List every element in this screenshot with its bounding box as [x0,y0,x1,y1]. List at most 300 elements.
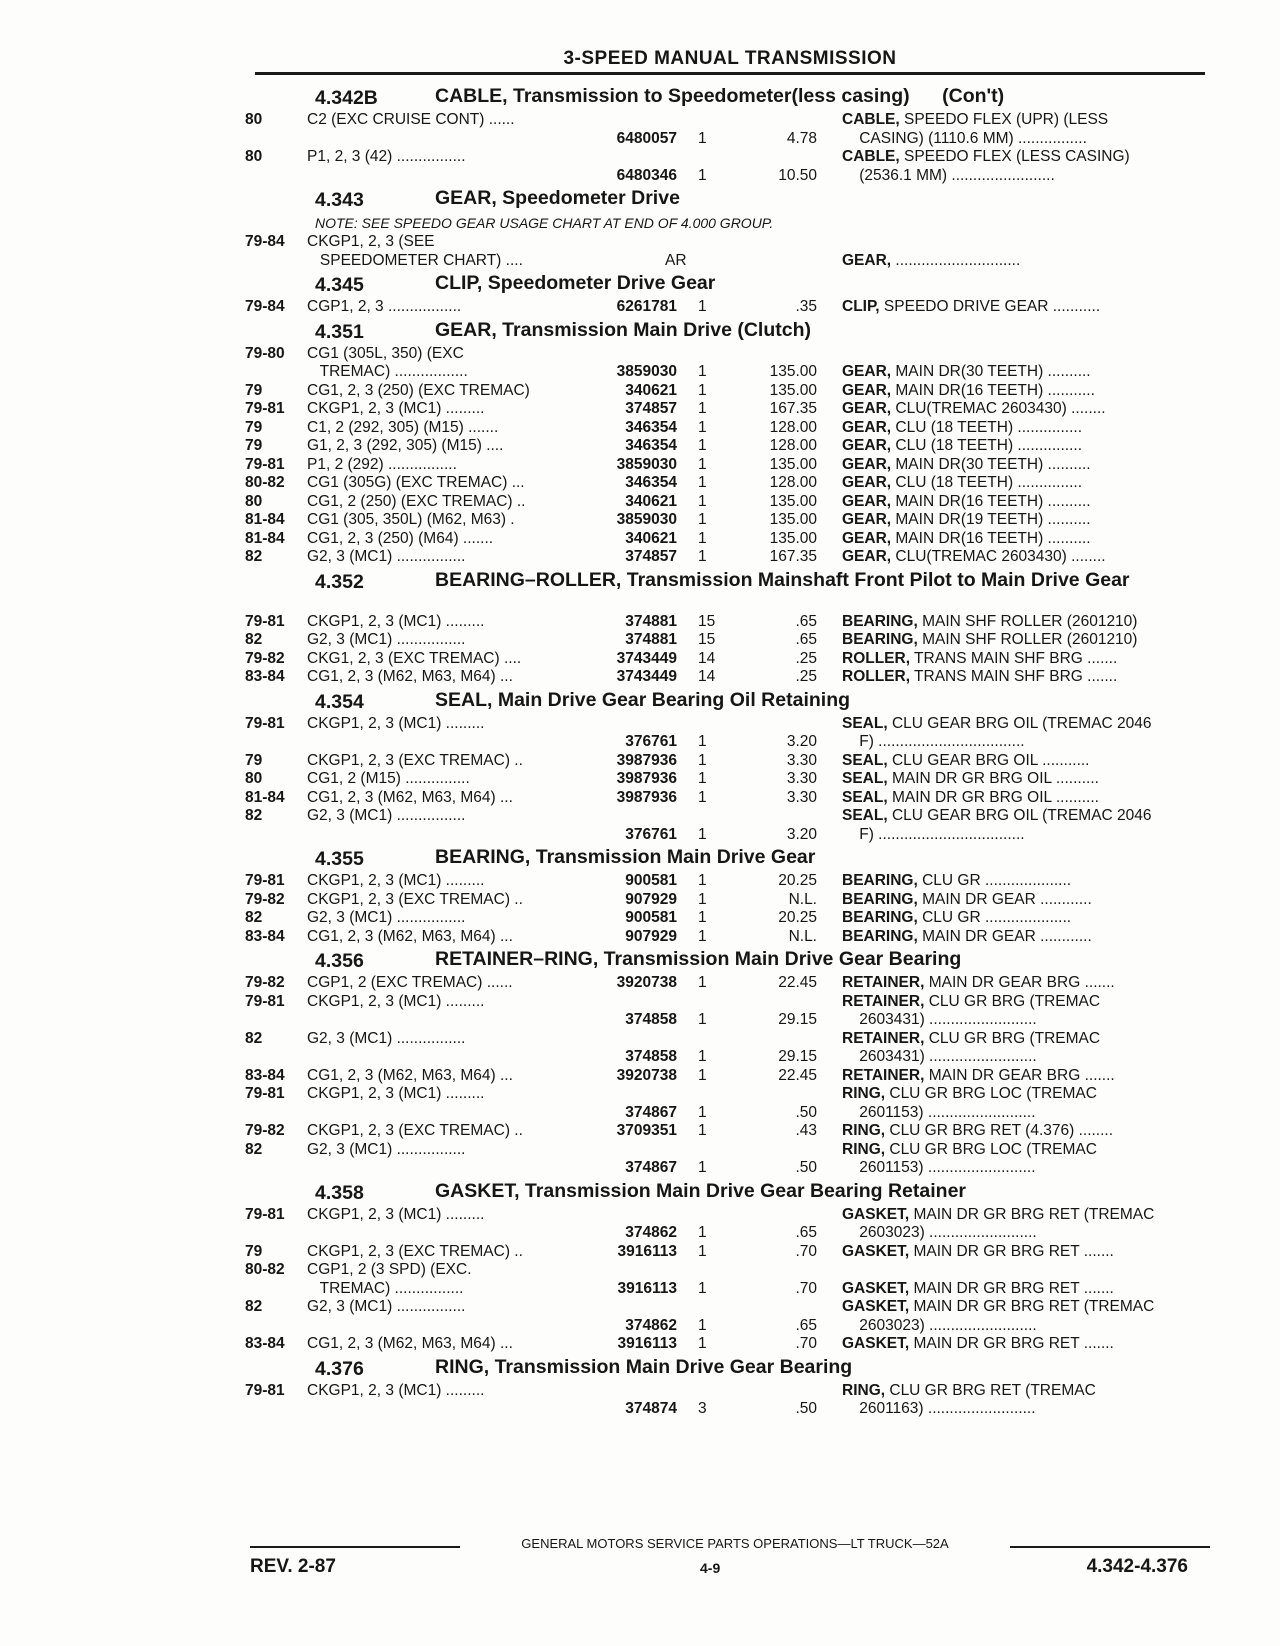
price: .70 [795,1242,817,1260]
model-years: 79-81 [245,714,285,732]
model-years: 83-84 [245,927,285,945]
model-years: 82 [245,1140,263,1158]
usage-codes [307,382,562,401]
part-row [245,493,1215,512]
usage-line: CKGP1, 2, 3 (MC1) ......... [307,1085,485,1102]
price: 3.30 [786,788,817,806]
section-title: BEARING, Transmission Main Drive Gear [435,846,816,868]
part-number: 907929 [625,890,677,908]
model-years: 81-84 [245,529,285,547]
description-line [842,1206,1220,1225]
description-keyword: RETAINER, [842,1066,925,1084]
model-years: 80-82 [245,1261,285,1278]
usage-codes [307,789,562,808]
usage-line: C1, 2 (292, 305) (M15) ....... [307,418,499,436]
description-line [842,1159,1220,1178]
description-text: 2601153) ......................... [842,1103,1036,1121]
usage-line: CG1 (305G) (EXC TREMAC) ... [307,474,525,491]
usage-codes [307,909,562,928]
part-number: 374867 [625,1159,677,1176]
part-description [842,1382,1220,1419]
price: .25 [795,649,817,667]
description-line [842,1085,1220,1104]
part-row [245,1335,1215,1354]
part-number: 374881 [625,612,677,630]
part-description [842,1335,1220,1354]
description-text: CLU GR BRG (TREMAC [924,992,1101,1010]
description-line [842,668,1220,687]
price: .65 [795,612,817,630]
description-line [842,111,1220,130]
part-number: 374862 [625,1224,677,1241]
footer-rule-left [250,1546,460,1548]
quantity: 1 [698,825,707,843]
quantity: 1 [698,492,707,510]
model-years: 79-81 [245,1381,285,1399]
usage-codes [307,928,562,947]
section-number: 4.352 [315,570,364,593]
description-line [842,1030,1220,1049]
part-row [245,1085,1215,1122]
description-line [842,1104,1220,1123]
part-row [245,891,1215,910]
description-line [842,650,1220,669]
part-number: 3987936 [616,770,677,787]
footer-rule-right [1010,1546,1210,1548]
description-text: 2603431) ......................... [842,1048,1037,1065]
price: .50 [795,1103,817,1121]
section-note: NOTE: SEE SPEEDO GEAR USAGE CHART AT END OF 4.000 GROUP. [315,215,774,231]
usage-codes [307,974,562,993]
description-keyword: GASKET, [842,1242,910,1260]
description-keyword: SEAL, [842,807,888,824]
part-number: 907929 [625,927,677,945]
description-text: CLU(TREMAC 2603430) ........ [891,548,1106,565]
part-row [245,1382,1215,1419]
description-keyword: BEARING, [842,927,918,945]
quantity: 1 [698,1011,707,1028]
usage-codes [307,437,562,456]
usage-line: CG1 (305L, 350) (EXC [307,344,464,362]
description-text: CLU GR .................... [917,909,1072,926]
model-years: 82 [245,1029,263,1047]
description-keyword: RETAINER, [842,992,925,1010]
part-number: 346354 [625,418,677,436]
part-number: 340621 [625,381,677,399]
part-number: 6480346 [616,166,677,184]
usage-codes [307,233,562,270]
usage-line: CKGP1, 2, 3 (MC1) ......... [307,872,485,889]
description-keyword: BEARING, [842,890,918,908]
section-heading [245,185,1215,213]
description-line [842,1048,1220,1067]
part-description [842,613,1220,632]
usage-line: SPEEDOMETER CHART) .... [307,251,523,269]
part-number: 374858 [625,1048,677,1065]
part-number: 3859030 [616,511,677,528]
price: 29.15 [778,1048,817,1065]
model-years: 82 [245,1298,263,1315]
part-number: 340621 [625,492,677,510]
description-text: SPEEDO FLEX (LESS CASING) [899,148,1130,165]
description-keyword: BEARING, [842,872,918,889]
description-line [842,807,1220,826]
section-number: 4.351 [315,320,364,343]
usage-codes [307,613,562,632]
usage-codes [307,456,562,475]
section-heading [245,317,1215,345]
description-text: CLU GR BRG (TREMAC [924,1029,1101,1047]
model-years: 79-81 [245,1085,285,1102]
quantity: 1 [698,890,707,908]
quantity: 1 [698,437,707,454]
usage-line: CG1, 2, 3 (M62, M63, M64) ... [307,1066,513,1084]
part-description [842,752,1220,771]
part-description [842,548,1220,567]
quantity: 1 [698,770,707,787]
description-text: 2601153) ......................... [842,1159,1036,1176]
footer-section-range: 4.342-4.376 [1086,1556,1188,1577]
quantity: 3 [698,1400,707,1417]
part-description [842,789,1220,808]
section-heading [245,1354,1215,1382]
usage-codes [307,1122,562,1141]
description-keyword: GEAR, [842,548,892,565]
usage-line: CKGP1, 2, 3 (EXC TREMAC) .. [307,1242,523,1260]
part-row [245,909,1215,928]
usage-line: CG1, 2, 3 (M62, M63, M64) ... [307,788,513,806]
usage-line: CKGP1, 2, 3 (EXC TREMAC) .. [307,1122,523,1139]
description-line [842,363,1220,382]
part-description [842,298,1220,317]
part-row [245,419,1215,438]
part-number: 374867 [625,1103,677,1121]
description-keyword: BEARING, [842,909,918,926]
description-text: MAIN DR GR BRG RET (TREMAC [909,1298,1155,1315]
part-row [245,974,1215,993]
usage-line: CG1, 2 (M15) ............... [307,770,470,787]
quantity: 1 [698,751,707,769]
quantity: 1 [698,511,707,528]
price: 20.25 [778,872,817,889]
part-description [842,1298,1220,1335]
usage-line: CGP1, 2 (3 SPD) (EXC. [307,1261,472,1278]
part-description [842,1243,1220,1262]
usage-codes [307,1243,562,1262]
usage-line: CGP1, 2, 3 ................. [307,298,462,315]
price: 22.45 [778,1066,817,1084]
price: .50 [795,1400,817,1417]
description-keyword: SEAL, [842,714,888,732]
quantity: 1 [698,1159,707,1176]
price: .65 [795,631,817,648]
price: 135.00 [769,455,817,473]
part-number: 374857 [625,400,677,417]
usage-codes [307,872,562,891]
part-number: 900581 [625,872,677,889]
usage-line: CKGP1, 2, 3 (MC1) ......... [307,612,485,630]
part-row [245,111,1215,148]
part-row [245,511,1215,530]
part-number: 376761 [625,733,677,750]
price: 128.00 [769,437,817,454]
description-line [842,1261,1220,1280]
model-years: 79 [245,437,263,454]
part-number: 6480057 [616,129,677,147]
description-text: CLU GR .................... [917,872,1072,889]
usage-line: G2, 3 (MC1) ................ [307,1140,466,1158]
quantity: AR [665,251,687,269]
quantity: 14 [698,649,716,667]
part-number: 3920738 [616,1066,677,1084]
section-heading [245,83,1215,111]
description-keyword: GEAR, [842,529,892,547]
description-keyword: GASKET, [842,1298,910,1315]
part-number: 6261781 [616,298,677,315]
part-description [842,437,1220,456]
model-years: 79 [245,418,263,436]
price: .65 [795,1224,817,1241]
part-row [245,382,1215,401]
usage-codes [307,511,562,530]
description-keyword: GEAR, [842,418,892,436]
part-description [842,974,1220,993]
description-line [842,456,1220,475]
quantity: 1 [698,418,707,436]
description-line [842,530,1220,549]
description-text: 2603023) ......................... [842,1224,1037,1241]
description-text: MAIN DR GR BRG OIL .......... [887,788,1099,806]
usage-codes [307,1141,562,1160]
description-line [842,789,1220,808]
usage-line: G2, 3 (MC1) ................ [307,1298,466,1315]
section-title: GEAR, Speedometer Drive [435,187,680,209]
usage-codes [307,493,562,512]
quantity: 1 [698,381,707,399]
usage-line: CG1, 2, 3 (M62, M63, M64) ... [307,668,513,685]
model-years: 80 [245,111,263,128]
page-title: 3-SPEED MANUAL TRANSMISSION [563,48,897,69]
price: 3.20 [786,825,817,843]
price: 10.50 [778,166,817,184]
description-line [842,733,1220,752]
quantity: 15 [698,631,716,648]
description-line [842,437,1220,456]
model-years: 80-82 [245,474,285,491]
usage-codes [307,1382,562,1401]
part-number: 3987936 [616,788,677,806]
part-description [842,111,1220,148]
part-description [842,770,1220,789]
model-years: 83-84 [245,668,285,685]
model-years: 82 [245,631,263,648]
description-line [842,631,1220,650]
part-description [842,1067,1220,1086]
description-keyword: SEAL, [842,788,888,806]
part-row [245,548,1215,567]
description-line [842,1335,1220,1354]
description-keyword: ROLLER, [842,649,911,667]
price: 3.30 [786,751,817,769]
usage-line: P1, 2, 3 (42) ................ [307,148,466,165]
quantity: 1 [698,1048,707,1065]
description-text: MAIN DR GR BRG RET ....... [909,1242,1114,1260]
description-line [842,298,1220,317]
section-title: RING, Transmission Main Drive Gear Bearing [435,1355,853,1378]
description-keyword: GEAR, [842,474,892,491]
description-keyword: RING, [842,1381,886,1399]
part-number: 3987936 [616,751,677,769]
description-keyword: RETAINER, [842,974,925,991]
description-line [842,252,1220,271]
price: 3.30 [786,770,817,787]
description-line [842,1141,1220,1160]
part-row [245,1261,1215,1298]
footer-revision: REV. 2-87 [250,1556,336,1577]
part-description [842,530,1220,549]
description-text: TRANS MAIN SHF BRG ....... [910,668,1118,685]
usage-codes [307,715,562,734]
section-title: GASKET, Transmission Main Drive Gear Bearing Retainer [435,1179,967,1202]
description-text: CLU (18 TEETH) ............... [891,437,1083,454]
price: 4.78 [786,129,817,147]
description-keyword: BEARING, [842,631,918,648]
description-text: CLU GR BRG LOC (TREMAC [885,1085,1097,1102]
model-years: 83-84 [245,1335,285,1352]
description-line [842,770,1220,789]
usage-codes [307,891,562,910]
description-text: MAIN DR(16 TEETH) .......... [891,492,1091,510]
part-description [842,650,1220,669]
part-description [842,474,1220,493]
section-heading [245,567,1215,613]
part-description [842,1122,1220,1141]
usage-line: P1, 2 (292) ................ [307,455,457,473]
quantity: 1 [698,129,707,147]
model-years: 79-81 [245,612,285,630]
usage-line: TREMAC) ................ [307,1279,464,1297]
part-number: 374874 [625,1400,677,1417]
description-line [842,909,1220,928]
description-line [842,1280,1220,1299]
description-keyword: GASKET, [842,1205,910,1223]
section-number: 4.354 [315,690,364,713]
usage-line: CG1 (305, 350L) (M62, M63) . [307,511,515,528]
part-number: 3859030 [616,363,677,380]
description-keyword: CABLE, [842,148,900,165]
model-years: 82 [245,807,263,824]
part-row [245,1206,1215,1243]
description-line [842,1400,1220,1419]
part-description [842,382,1220,401]
usage-codes [307,1261,562,1298]
part-description [842,1261,1220,1298]
description-line [842,400,1220,419]
description-text: MAIN DR GEAR BRG ....... [924,974,1115,991]
part-description [842,1085,1220,1122]
usage-codes [307,419,562,438]
description-text: MAIN DR GR BRG RET (TREMAC [909,1205,1155,1223]
description-text: F) .................................. [842,825,1025,843]
quantity: 1 [698,1279,707,1297]
part-description [842,456,1220,475]
quantity: 1 [698,733,707,750]
usage-codes [307,1067,562,1086]
description-line [842,1011,1220,1030]
model-years: 79-82 [245,1122,285,1139]
part-row [245,928,1215,947]
part-row [245,668,1215,687]
usage-line: CG1, 2 (250) (EXC TREMAC) .. [307,492,526,510]
description-text: (2536.1 MM) ........................ [842,166,1055,184]
description-text: MAIN DR GR BRG OIL .......... [887,770,1099,787]
usage-codes [307,1206,562,1225]
footer-page-number: 4-9 [700,1560,721,1576]
part-row [245,770,1215,789]
description-line [842,928,1220,947]
description-line [842,872,1220,891]
description-text: CLU GEAR BRG OIL ........... [887,751,1090,769]
model-years: 79-84 [245,298,285,315]
quantity: 15 [698,612,716,630]
quantity: 1 [698,872,707,889]
usage-codes [307,148,562,167]
part-row [245,1243,1215,1262]
model-years: 79 [245,1242,263,1260]
usage-line: CKGP1, 2, 3 (MC1) ......... [307,714,485,732]
description-text: TRANS MAIN SHF BRG ....... [910,649,1118,667]
section-number: 4.345 [315,274,364,296]
part-number: 346354 [625,474,677,491]
part-number: 3916113 [617,1242,677,1260]
part-row [245,1030,1215,1067]
part-row [245,400,1215,419]
usage-line: CG1, 2, 3 (M62, M63, M64) ... [307,1335,513,1352]
description-text: CLU GR BRG RET (4.376) ........ [885,1122,1114,1139]
description-line [842,891,1220,910]
part-description [842,511,1220,530]
section-number: 4.355 [315,848,364,870]
quantity: 1 [698,788,707,806]
model-years: 79-84 [245,233,285,250]
quantity: 1 [698,298,707,315]
description-keyword: GEAR, [842,455,892,473]
description-text: MAIN DR(19 TEETH) .......... [891,511,1091,528]
part-description [842,891,1220,910]
price: 167.35 [769,548,817,565]
description-text: MAIN DR(30 TEETH) .......... [891,455,1091,473]
footer-publisher: GENERAL MOTORS SERVICE PARTS OPERATIONS—LT TRUCK—52A [521,1536,949,1551]
model-years: 83-84 [245,1066,285,1084]
description-line [842,1067,1220,1086]
section-heading [245,687,1215,715]
model-years: 79-82 [245,974,285,991]
description-text: 2603023) ......................... [842,1316,1037,1334]
description-text: 2601163) ......................... [842,1400,1036,1417]
usage-line: TREMAC) ................. [307,363,468,380]
description-keyword: CLIP, [842,298,880,315]
price: .35 [795,298,817,315]
quantity: 1 [698,974,707,991]
model-years: 81-84 [245,788,285,806]
section-title: RETAINER–RING, Transmission Main Drive Gear Bearing [435,948,962,970]
parts-catalog [245,83,1215,1419]
model-years: 79-82 [245,649,285,667]
part-row [245,752,1215,771]
part-description [842,345,1220,382]
quantity: 1 [698,1224,707,1241]
description-keyword: RETAINER, [842,1029,925,1047]
